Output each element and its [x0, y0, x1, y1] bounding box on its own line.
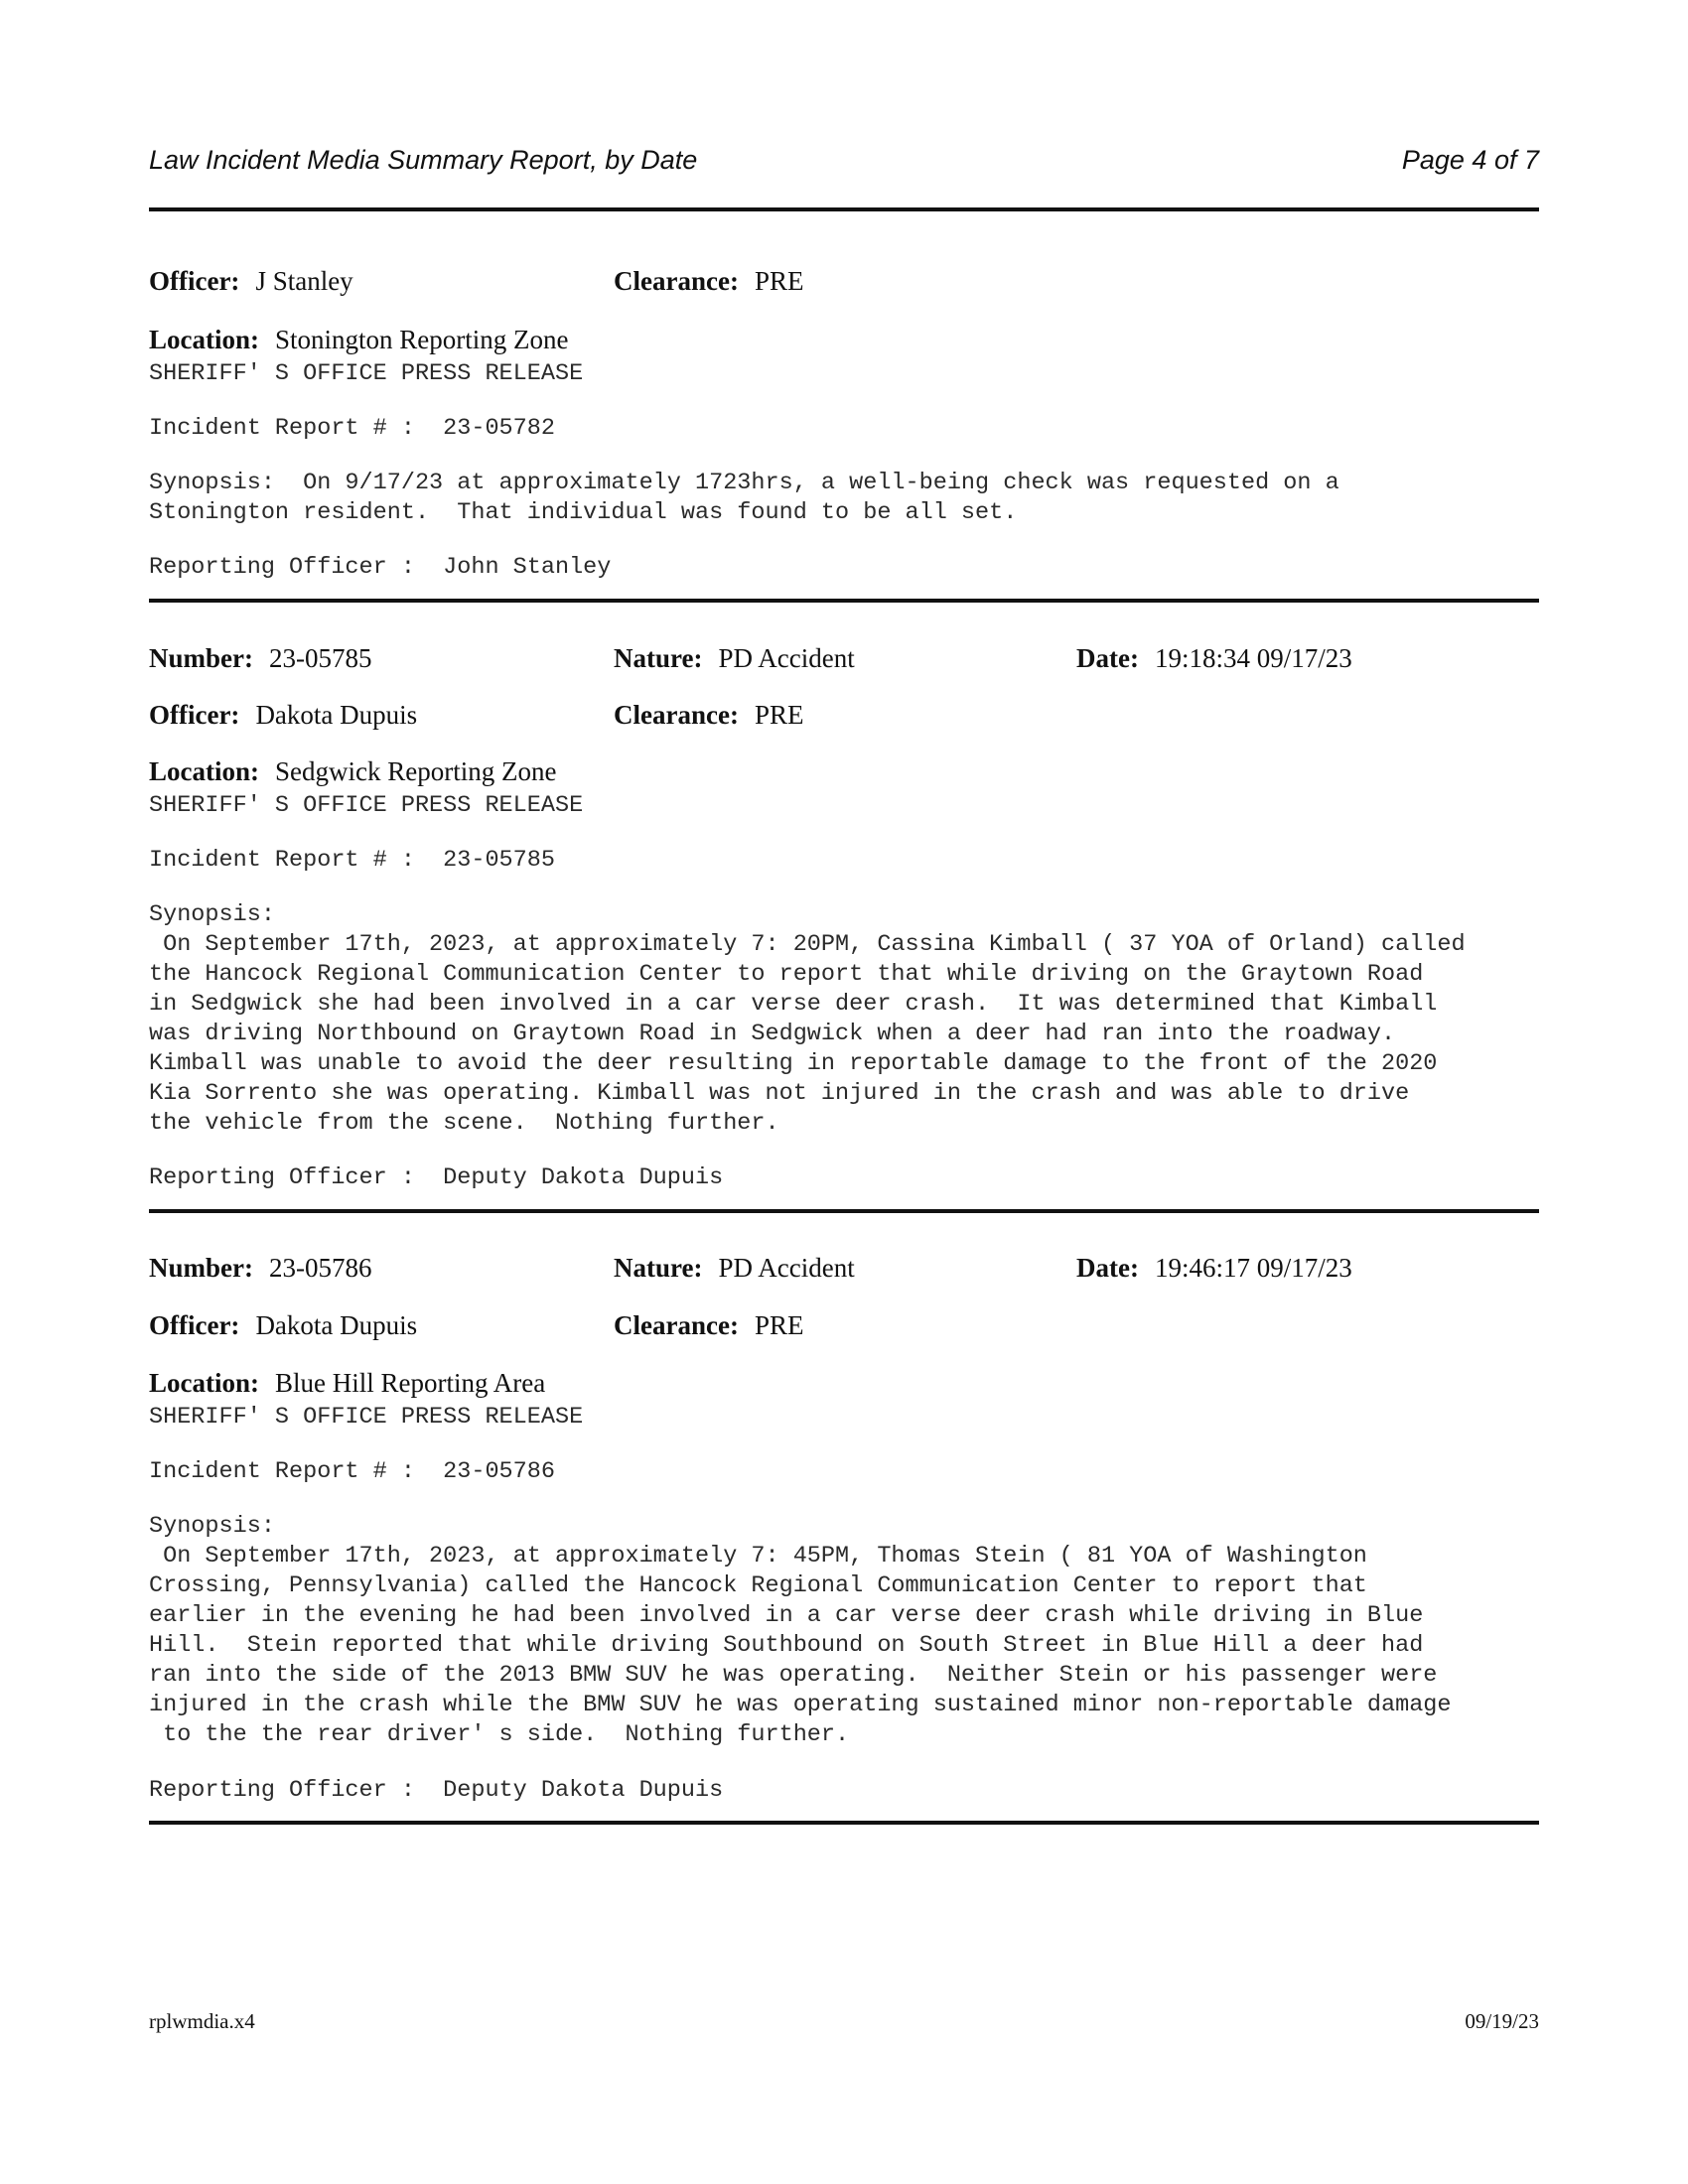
clearance-label: Clearance:: [614, 266, 739, 296]
incident-divider: [149, 1209, 1539, 1213]
page-indicator: Page 4 of 7: [1401, 145, 1539, 175]
incident-3-press-release: SHERIFF' S OFFICE PRESS RELEASE: [149, 1404, 584, 1431]
clearance-label: Clearance:: [614, 700, 739, 730]
number-value: 23-05786: [268, 1253, 372, 1283]
footer-report-code: rplwmdia.x4: [149, 2009, 255, 2033]
incident-divider: [149, 1821, 1539, 1825]
clearance-value: PRE: [754, 700, 804, 730]
officer-label: Officer:: [149, 700, 240, 730]
incident-3-date: [1076, 1253, 1352, 1284]
incident-2-number: [149, 643, 371, 674]
incident-2-reporting-officer: Reporting Officer : Deputy Dakota Dupuis: [149, 1164, 724, 1191]
officer-label: Officer:: [149, 1310, 240, 1340]
incident-2-clearance: [614, 700, 803, 731]
nature-value: PD Accident: [718, 643, 855, 673]
incident-1-press-release: SHERIFF' S OFFICE PRESS RELEASE: [149, 360, 584, 387]
incident-2-press-release: SHERIFF' S OFFICE PRESS RELEASE: [149, 792, 584, 819]
header-divider: [149, 207, 1539, 211]
nature-label: Nature:: [614, 1253, 703, 1283]
nature-value: PD Accident: [718, 1253, 855, 1283]
incident-1-reporting-officer: Reporting Officer : John Stanley: [149, 554, 612, 581]
incident-2-officer: [149, 700, 417, 731]
incident-divider: [149, 599, 1539, 603]
number-label: Number:: [149, 1253, 253, 1283]
incident-3-report-number: Incident Report # : 23-05786: [149, 1458, 555, 1485]
clearance-label: Clearance:: [614, 1310, 739, 1340]
officer-label: Officer:: [149, 266, 240, 296]
location-label: Location:: [149, 756, 259, 786]
incident-3-nature: [614, 1253, 855, 1284]
report-title: Law Incident Media Summary Report, by Date: [149, 145, 698, 175]
incident-3-synopsis: Synopsis: On September 17th, 2023, at approximately 7: 45PM, Thomas Stein ( 81 YOA of Washington Crossing, Pennsylvania) called the Hancock Regional Communication Center to report that earlier in the evening he had been involved in a car verse deer crash while driving in Blue Hill. Stein reported that while driving Southbound on South Street in Blue Hill a deer had ran into the side of the 2013 BMW SUV he was operating. Neither Stein or his passenger were injured in the crash while the BMW SUV he was operating sustained minor non-reportable damage to the the rear driver' s side. Nothing further.: [149, 1513, 1452, 1748]
date-value: 19:46:17 09/17/23: [1154, 1253, 1352, 1283]
date-label: Date:: [1076, 1253, 1139, 1283]
incident-1-clearance: [614, 266, 803, 297]
incident-1-location: [149, 325, 568, 355]
incident-1-synopsis: Synopsis: On 9/17/23 at approximately 1723hrs, a well-being check was requested on a Stonington resident. That individual was found to be all set.: [149, 470, 1339, 526]
clearance-value: PRE: [754, 1310, 804, 1340]
incident-2-location: [149, 756, 556, 787]
clearance-value: PRE: [754, 266, 804, 296]
incident-2-nature: [614, 643, 855, 674]
incident-2-date: [1076, 643, 1352, 674]
date-value: 19:18:34 09/17/23: [1154, 643, 1352, 673]
incident-3-officer: [149, 1310, 417, 1341]
officer-value: Dakota Dupuis: [255, 700, 418, 730]
incident-3-location: [149, 1368, 545, 1399]
officer-value: J Stanley: [255, 266, 353, 296]
location-value: Blue Hill Reporting Area: [275, 1368, 546, 1398]
date-label: Date:: [1076, 643, 1139, 673]
number-label: Number:: [149, 643, 253, 673]
nature-label: Nature:: [614, 643, 703, 673]
incident-1-report-number: Incident Report # : 23-05782: [149, 415, 555, 442]
incident-2-report-number: Incident Report # : 23-05785: [149, 847, 555, 874]
location-label: Location:: [149, 325, 259, 354]
footer-print-date: 09/19/23: [1465, 2009, 1539, 2033]
officer-value: Dakota Dupuis: [255, 1310, 418, 1340]
location-value: Sedgwick Reporting Zone: [275, 756, 557, 786]
incident-1-officer: [149, 266, 353, 297]
incident-3-number: [149, 1253, 371, 1284]
incident-2-synopsis: Synopsis: On September 17th, 2023, at approximately 7: 20PM, Cassina Kimball ( 37 YOA of Orland) called the Hancock Regional Communication Center to report that while driving on the Graytown Road in Sedgwick she had been involved in a car verse deer crash. It was determined that Kimball was driving Northbound on Graytown Road in Sedgwick when a deer had ran into the roadway. Kimball was unable to avoid the deer resulting in reportable damage to the front of the 2020 Kia Sorrento she was operating. Kimball was not injured in the crash and was able to drive the vehicle from the scene. Nothing further.: [149, 901, 1466, 1137]
location-value: Stonington Reporting Zone: [275, 325, 569, 354]
incident-3-clearance: [614, 1310, 803, 1341]
incident-3-reporting-officer: Reporting Officer : Deputy Dakota Dupuis: [149, 1777, 724, 1804]
number-value: 23-05785: [268, 643, 372, 673]
location-label: Location:: [149, 1368, 259, 1398]
